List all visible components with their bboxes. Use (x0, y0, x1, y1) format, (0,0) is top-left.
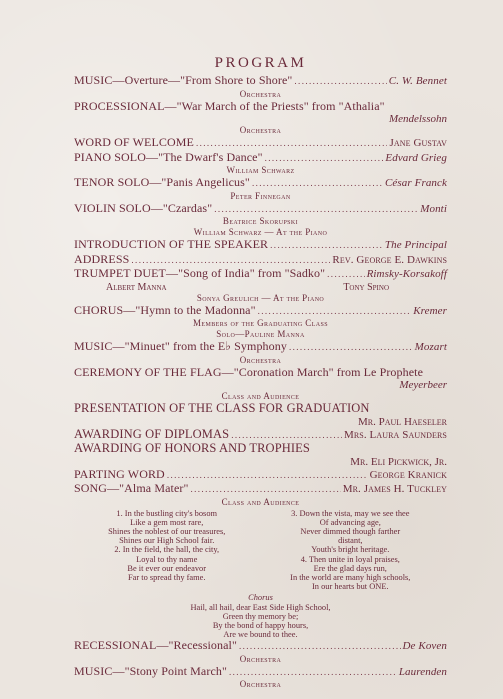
verse (82, 545, 251, 582)
item-credit: George Kranick (369, 468, 447, 481)
verse-line: Never dimmed though farther (300, 526, 401, 536)
verse-line: Be it ever our endeavor (127, 563, 207, 573)
chorus-line: Are we bound to thee. (223, 630, 298, 640)
program-item (74, 151, 447, 166)
item-title: WORD OF WELCOME (74, 135, 194, 149)
item-credit: Jane Gustav (389, 137, 447, 149)
performer-line: Class and Audience (221, 391, 300, 401)
item-credit: Kremer (413, 304, 447, 317)
performer-line: William Schwarz (226, 165, 295, 175)
item-credit: Mozart (414, 341, 447, 353)
program-item (74, 253, 447, 268)
performer-line: Orchestra (239, 88, 282, 99)
item-title: MUSIC—"Stony Point March" (74, 663, 227, 678)
item-credit: Rimsky-Korsakoff (366, 268, 447, 280)
leader-dots (131, 254, 330, 268)
leader-dots (190, 483, 340, 497)
alma-mater-chorus (74, 593, 447, 639)
leader-dots (196, 137, 388, 151)
chorus-line: By the bond of happy hours, (212, 620, 309, 630)
verses-left-column (82, 509, 251, 592)
program-item (74, 482, 447, 497)
performer-line: Orchestra (239, 679, 282, 690)
leader-dots (167, 469, 368, 483)
program-closing (74, 639, 447, 690)
performer-line: Orchestra (239, 125, 282, 135)
program-item (74, 402, 447, 416)
leader-dots (229, 666, 397, 680)
item-credit: De Koven (402, 640, 447, 653)
item-credit: Edvard Grieg (385, 151, 447, 164)
credit-line: Mendelssohn (388, 113, 447, 125)
item-title: RECESSIONAL—"Recessional" (74, 638, 237, 653)
leader-dots (289, 341, 413, 355)
program-item (74, 176, 447, 191)
leader-dots (239, 640, 401, 654)
program-item (74, 340, 447, 355)
program-item (74, 238, 447, 253)
item-title: INTRODUCTION OF THE SPEAKER (74, 237, 269, 251)
item-title: ADDRESS (74, 251, 130, 266)
item-title: PROCESSIONAL—"War March of the Priests" from "Athalia" (74, 98, 385, 113)
program-item (74, 304, 447, 319)
chorus-heading: Chorus (248, 593, 273, 603)
item-title: SONG—"Alma Mater" (74, 481, 189, 495)
chorus-line: Green thy memory be; (222, 611, 299, 621)
program-title: PROGRAM (214, 55, 307, 71)
verse-line: Youth's bright heritage. (311, 545, 390, 555)
verse-line: Loyal to thy name (136, 554, 198, 564)
performer-line: Orchestra (239, 653, 282, 664)
credit-line: Meyerbeer (399, 379, 447, 391)
leader-dots (231, 429, 342, 443)
verse-line: 4. Then unite in loyal praises, (300, 554, 400, 564)
item-credit: Monti (420, 202, 447, 215)
verse-line: 1. In the bustling city's bosom (116, 508, 218, 518)
item-title: VIOLIN SOLO—"Czardas" (74, 200, 213, 215)
program-item (74, 639, 447, 654)
leader-dots (294, 75, 386, 89)
verse-line: 3. Down the vista, may we see thee (291, 508, 410, 518)
verse (82, 509, 251, 546)
leader-dots (252, 177, 383, 191)
performer-line: Orchestra (239, 354, 282, 365)
item-title: TENOR SOLO—"Panis Angelicus" (74, 175, 250, 189)
performer-line: Members of the Graduating Class (193, 318, 328, 328)
performer-line: Class and Audience (221, 496, 300, 507)
program-item (74, 100, 447, 114)
program-items (74, 74, 447, 508)
item-title: CHORUS—"Hymn to the Madonna" (74, 302, 256, 317)
item-credit: Mr. James H. Tuckley (342, 483, 447, 495)
verse-line: Like a gem most rare, (130, 517, 204, 527)
chorus-line: Hail, all hail, dear East Side High School, (190, 602, 331, 612)
performer-line: Peter Finnegan (230, 190, 291, 201)
item-title: CEREMONY OF THE FLAG—"Coronation March" from Le Prophete (74, 364, 424, 379)
program-item (74, 136, 447, 151)
item-credit: The Principal (384, 239, 447, 251)
performer-name: Albert Manna (106, 281, 167, 293)
leader-dots (327, 268, 364, 282)
leader-dots (258, 305, 412, 319)
verse-line: Far to spread thy fame. (127, 572, 206, 582)
item-credit: C. W. Bennet (388, 75, 447, 87)
leader-dots (214, 203, 418, 217)
performer-line: Beatrice Skorupski (222, 216, 299, 226)
credit-line: Mr. Paul Haeseler (358, 415, 447, 428)
verse (266, 509, 435, 555)
item-credit: Rev. George E. Dawkins (332, 253, 447, 266)
item-credit: Laurenden (398, 665, 447, 678)
program-item (74, 442, 447, 456)
item-title: TRUMPET DUET—"Song of India" from "Sadko" (74, 266, 326, 280)
leader-dots (265, 152, 384, 166)
verse-line: In our hearts but ONE. (312, 582, 389, 592)
program-item (74, 665, 447, 680)
verse-line: 2. In the field, the hall, the city, (114, 545, 220, 555)
leader-dots (270, 239, 383, 253)
program-item (74, 366, 447, 380)
verse-line: distant, (338, 536, 363, 546)
duet-performers (74, 282, 447, 293)
item-title: PRESENTATION OF THE CLASS FOR GRADUATION (74, 401, 370, 415)
performer-name: Tony Spino (343, 281, 389, 293)
program-item (74, 267, 447, 282)
performer-line: Sonya Greulich — At the Piano (196, 292, 325, 303)
item-title: PIANO SOLO—"The Dwarf's Dance" (74, 149, 263, 164)
verse-line: Shines our High School fair. (119, 536, 215, 546)
program-item (74, 468, 447, 483)
item-title: MUSIC—Overture—"From Shore to Shore" (74, 73, 293, 87)
program-item (74, 202, 447, 217)
item-title: PARTING WORD (74, 466, 165, 481)
verse-line: Shines the noblest of our treasures, (108, 526, 226, 536)
verse-line: In the world are many high schools, (290, 572, 411, 582)
verse-line: Ere the glad days run, (313, 563, 387, 573)
verses-right-column (266, 509, 435, 592)
item-credit: Mrs. Laura Saunders (343, 428, 447, 441)
verse (266, 555, 435, 592)
item-credit: César Franck (385, 177, 447, 189)
performer-line: Solo—Pauline Manna (216, 329, 305, 339)
item-title: AWARDING OF HONORS AND TROPHIES (74, 441, 310, 455)
item-title: AWARDING OF DIPLOMAS (74, 426, 230, 441)
performer-line: William Schwarz — At the Piano (193, 227, 328, 237)
program-item (74, 74, 447, 89)
program-item (74, 428, 447, 443)
verse-line: Of advancing age, (319, 517, 381, 527)
item-title: MUSIC—"Minuet" from the E♭ Symphony (74, 339, 287, 353)
alma-mater-verses (74, 509, 447, 592)
credit-line: Mr. Eli Pickwick, Jr. (350, 455, 447, 468)
